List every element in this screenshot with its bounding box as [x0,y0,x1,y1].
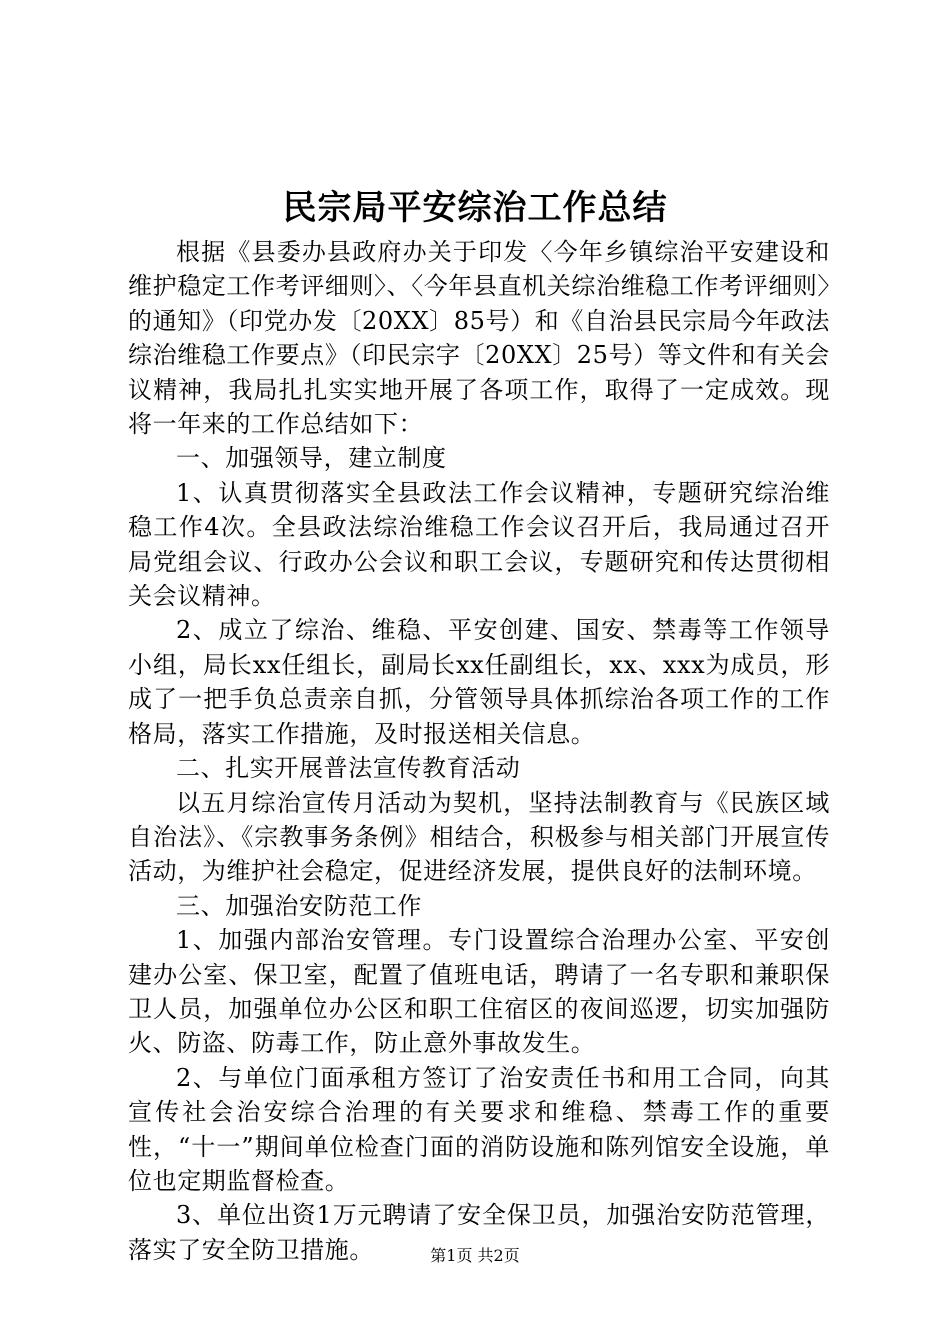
section-1-item-1: 1、认真贯彻落实全县政法工作会议精神，专题研究综治维稳工作4次。全县政法综治维稳工作会议召开后，我局通过召开局党组会议、行政办公会议和职工会议，专题研究和传达贯彻相关会议精神。 [128,478,830,611]
intro-paragraph: 根据《县委办县政府办关于印发〈今年乡镇综治平安建设和维护稳定工作考评细则〉、〈今年县直机关综治维稳工作考评细则〉的通知》（印党办发〔20XX〕85号）和《自治县民宗局今年政法综治维稳工作要点》（印民宗字〔20XX〕25号）等文件和有关会议精神，我局扎扎实实地开展了各项工作，取得了一定成效。现将一年来的工作总结如下： [128,238,830,439]
section-heading-3: 三、加强治安防范工作 [176,891,422,920]
section-heading-1: 一、加强领导，建立制度 [176,444,447,473]
document-body [128,235,830,1267]
section-3-item-3: 3、单位出资1万元聘请了安全保卫员，加强治安防范管理，落实了安全防卫措施。 [128,1201,830,1264]
section-3-item-2: 2、与单位门面承租方签订了治安责任书和用工合同，向其宣传社会治安综合治理的有关要求和维稳、禁毒工作的重要性，“十一”期间单位检查门面的消防设施和陈列馆安全设施，单位也定期监督检查。 [128,1063,830,1195]
page-footer: 第1页 共2页 [430,1246,520,1265]
section-3-item-1: 1、加强内部治安管理。专门设置综合治理办公室、平安创建办公室、保卫室，配置了值班电话，聘请了一名专职和兼职保卫人员，加强单位办公区和职工住宿区的夜间巡逻，切实加强防火、防盗、防毒工作，防止意外事故发生。 [128,926,830,1058]
section-2-paragraph: 以五月综治宣传月活动为契机，坚持法制教育与《民族区域自治法》、《宗教事务条例》相结合，积极参与相关部门开展宣传活动，为维护社会稳定，促进经济发展，提供良好的法制环境。 [128,788,830,886]
section-1-item-2: 2、成立了综治、维稳、平安创建、国安、禁毒等工作领导小组，局长xx任组长，副局长xx任副组长，xx、xxx为成员，形成了一把手负总责亲自抓，分管领导具体抓综治各项工作的工作格局，落实工作措施，及时报送相关信息。 [128,616,830,748]
document-title: 民宗局平安综治工作总结 [282,188,668,228]
section-heading-2: 二、扎实开展普法宣传教育活动 [176,754,521,783]
